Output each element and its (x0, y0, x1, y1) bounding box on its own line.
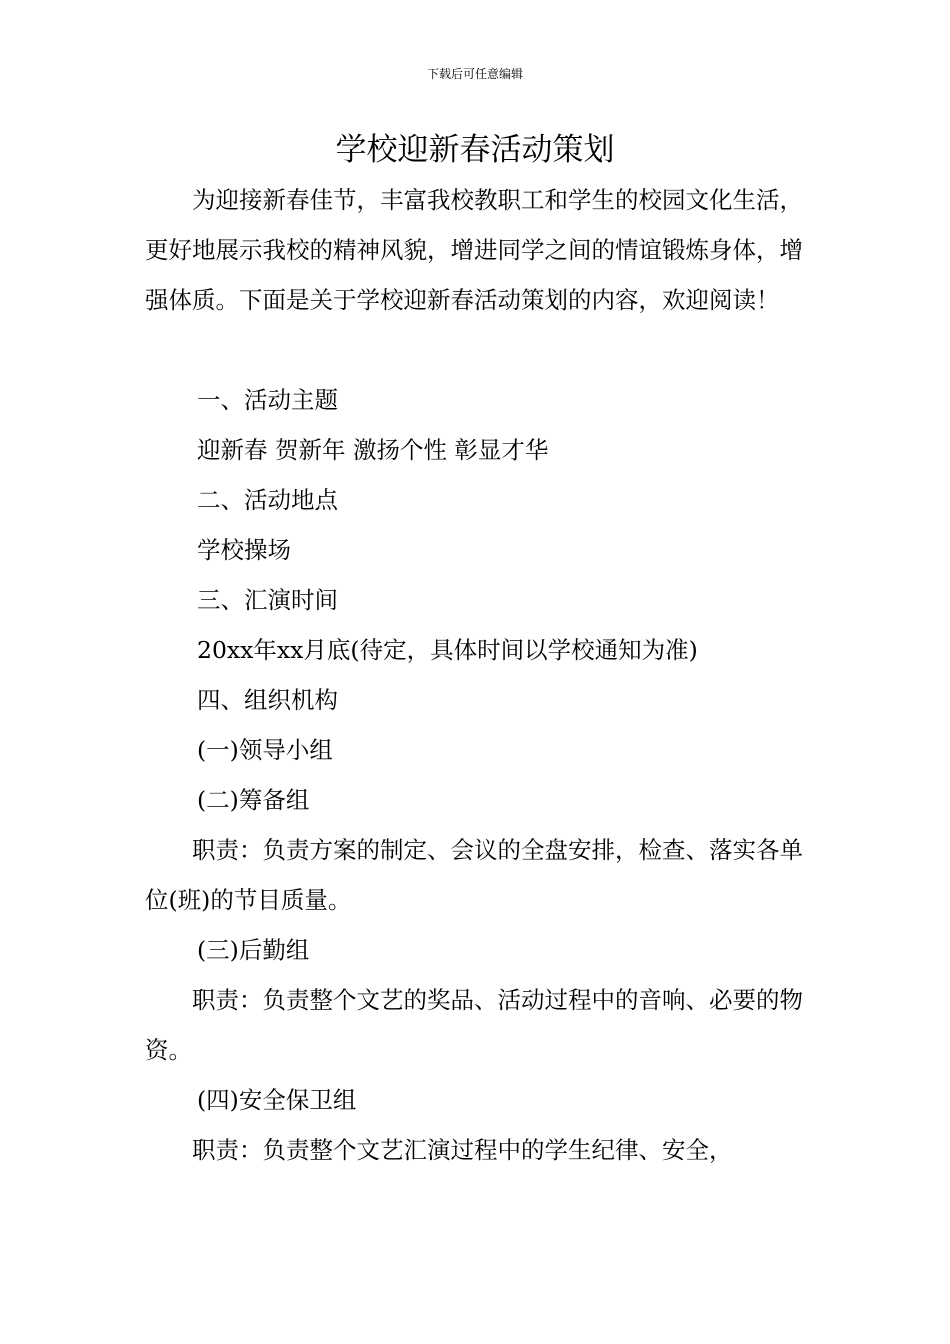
section-heading-organization: 四、组织机构 (197, 686, 338, 714)
group-logistics-duty: 职责：负责整个文艺的奖品、活动过程中的音响、必要的物资。 (145, 986, 803, 1064)
group-preparation: (二)筹备组 (197, 786, 310, 814)
group-leadership: (一)领导小组 (197, 736, 333, 764)
header-note: 下载后可任意编辑 (426, 67, 523, 81)
section-heading-theme: 一、活动主题 (197, 386, 338, 414)
group-preparation-duty: 职责：负责方案的制定、会议的全盘安排，检查、落实各单位(班)的节目质量。 (145, 836, 803, 914)
section-heading-location: 二、活动地点 (197, 486, 338, 514)
location-text: 学校操场 (197, 536, 291, 564)
paragraph-gap (145, 325, 810, 375)
section-heading-time: 三、汇演时间 (197, 586, 338, 614)
group-security-duty: 职责：负责整个文艺汇演过程中的学生纪律、安全， (192, 1136, 733, 1164)
theme-text: 迎新春 贺新年 激扬个性 彰显才华 (197, 436, 549, 464)
time-text: 20xx年xx月底(待定，具体时间以学校通知为准) (197, 636, 698, 664)
group-logistics: (三)后勤组 (197, 936, 310, 964)
intro-paragraph: 为迎接新春佳节，丰富我校教职工和学生的校园文化生活，更好地展示我校的精神风貌，增进同学之间的情谊锻炼身体，增强体质。下面是关于学校迎新春活动策划的内容，欢迎阅读！ (145, 186, 803, 314)
document-body (145, 175, 810, 1175)
group-security: (四)安全保卫组 (197, 1086, 357, 1114)
document-title: 学校迎新春活动策划 (335, 132, 615, 168)
